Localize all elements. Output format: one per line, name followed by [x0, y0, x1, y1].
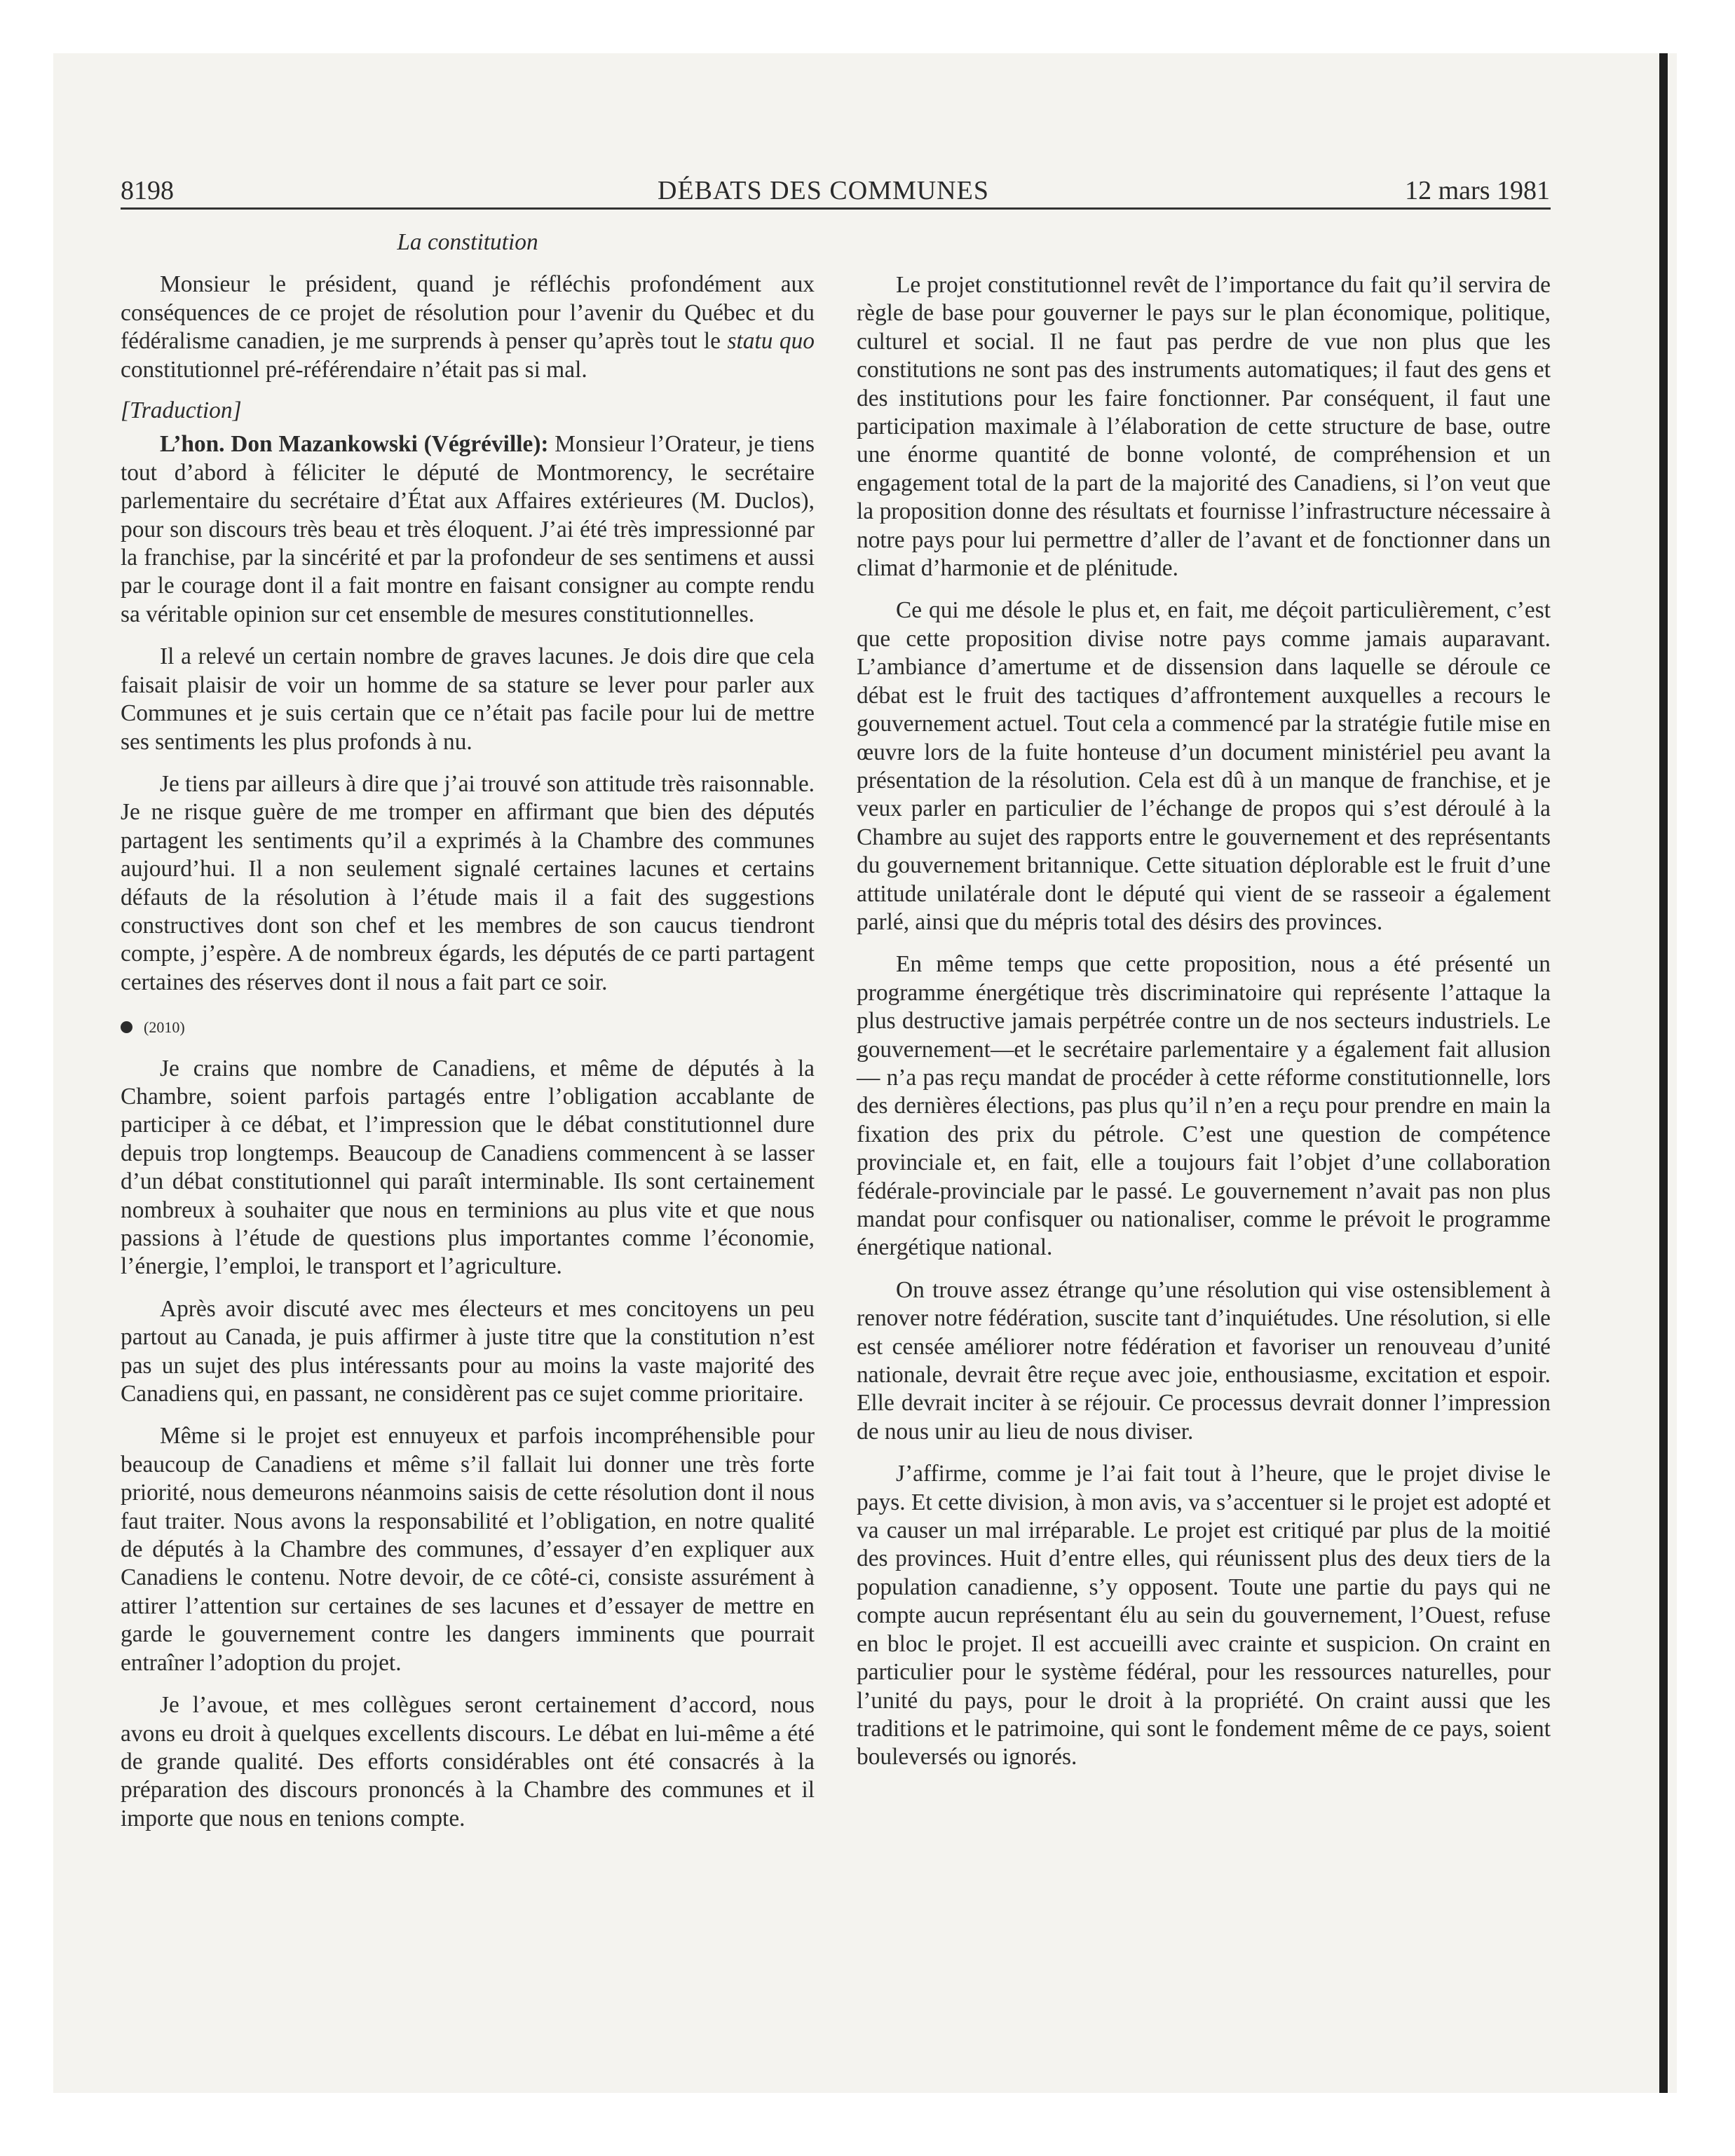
scan-edge-shadow [1659, 53, 1668, 2093]
page-number: 8198 [121, 176, 174, 205]
left-column [121, 228, 815, 1833]
text-run: Monsieur le président, quand je réfléchis profondément aux conséquences de ce projet de résolution pour l’avenir du Québec et du fédéralisme canadien, je me surprends à penser qu’après tout le [121, 271, 815, 355]
paragraph: Ce qui me désole le plus et, en fait, me déçoit particulièrement, c’est que cette proposition divise notre pays comme jamais auparavant. L’ambiance d’amertume et de dissension dans laquelle se déroule ce débat est le fruit des tactiques d’affrontement auxquelles a recours le gouvernement actuel. Tout cela a commencé par la stratégie futile mise en œuvre lors de la fuite honteuse d’un document ministériel peu avant la présentation de la résolution. Cela est dû à un manque de franchise, et je veux parler en particulier de l’échange de propos qui s’est déroulé à la Chambre au sujet des rapports entre le gouvernement et des représentants du gouvernement britannique. Cette situation déplorable est le fruit d’une attitude unilatérale dont le député qui vient de se rasseoir a également parlé, ainsi que du mépris total des désirs des provinces. [857, 597, 1551, 935]
latin-phrase: statu quo [727, 328, 815, 355]
speaker-name: L’hon. Don Mazankowski (Végréville): [160, 431, 549, 458]
translation-note: [Traduction] [121, 397, 242, 424]
journal-title: DÉBATS DES COMMUNES [658, 176, 989, 205]
paragraph: Même si le projet est ennuyeux et parfois incompréhensible pour beaucoup de Canadiens et même s’il fallait lui donner une très forte priorité, nous demeurons néanmoins saisis de cette résolution dont il nous faut traiter. Nous avons la responsabilité et l’obligation, en notre qualité de députés à la Chambre des communes, d’essayer d’en expliquer aux Canadiens le contenu. Notre devoir, de ce côté-ci, consiste assurément à attirer l’attention sur certaines de ses lacunes et d’essayer de mettre en garde le gouvernement contre les dangers imminents que pourrait entraîner l’adoption du projet. [121, 1423, 815, 1676]
header-rule [121, 207, 1551, 210]
paragraph: Je l’avoue, et mes collègues seront certainement d’accord, nous avons eu droit à quelques excellents discours. Le débat en lui-même a été de grande qualité. Des efforts considérables ont été consacrés à la préparation des discours prononcés à la Chambre des communes et il importe que nous en tenions compte. [121, 1692, 815, 1831]
paragraph: Je crains que nombre de Canadiens, et même de députés à la Chambre, soient parfois partagés entre l’obligation accablante de participer à ce débat, et l’impression que le débat constitutionnel dure depuis trop longtemps. Beaucoup de Canadiens commencent à se lasser d’un débat constitutionnel qui paraît interminable. Ils sont certainement nombreux à souhaiter que nous en terminions au plus vite et que nous passions à l’étude de questions plus importantes comme l’économie, l’énergie, l’emploi, le transport et l’agriculture. [121, 1055, 815, 1280]
text-run: constitutionnel pré-référendaire n’était pas si mal. [121, 356, 587, 383]
paragraph: Je tiens par ailleurs à dire que j’ai trouvé son attitude très raisonnable. Je ne risque guère de me tromper en affirmant que bien des députés partagent les sentiments qu’il a exprimés à la Chambre des communes aujourd’hui. Il a non seulement signalé certaines lacunes et certains défauts de la résolution à l’étude mais il a fait des suggestions constructives dont son chef et les membres de son caucus tiendront compte, j’espère. A de nombreux égards, les députés de ce parti partagent certaines des réserves dont il nous a fait part ce soir. [121, 770, 815, 995]
text-run: Monsieur l’Orateur, je tiens tout d’abord à féliciter le député de Montmorency, le secrétaire parlementaire du secrétaire d’État aux Affaires extérieures (M. Duclos), pour son discours très beau et très éloquent. J’ai été très impressionné par la franchise, par la sincérité et par la profondeur de ses sentimens et aussi par le courage dont il a fait montre en faisant consigner au compte rendu sa véritable opinion sur cet ensemble de mesures constitutionnelles. [121, 431, 815, 627]
time-marker [121, 1014, 815, 1042]
paragraph: En même temps que cette proposition, nous a été présenté un programme énergétique très discriminatoire qui représente l’attaque la plus destructive jamais perpétrée contre un de nos secteurs industriels. Le gouvernement—et le secrétaire parlementaire y a également fait allusion— n’a pas reçu mandat de procéder à cette réforme constitutionnelle, lors des dernières élections, pas plus qu’il n’en a reçu pour prendre en main la fixation des prix du pétrole. C’est une question de compétence provinciale et, en fait, elle a toujours fait l’objet d’une collaboration fédérale-provinciale par le passé. Le gouvernement n’avait pas non plus mandat pour confisquer ou nationaliser, comme le prévoit le programme énergétique national. [857, 951, 1551, 1261]
paragraph: J’affirme, comme je l’ai fait tout à l’heure, que le projet divise le pays. Et cette division, à mon avis, va s’accentuer si le projet est adopté et va causer un mal irréparable. Le projet est critiqué par plus de la moitié des provinces. Huit d’entre elles, qui réunissent plus des deux tiers de la population canadienne, s’y opposent. Toute une partie du pays qui ne compte aucun représentant élu au sein du gouvernement, l’Ouest, refuse en bloc le projet. Il est accueilli avec crainte et suspicion. On craint en particulier pour le système fédéral, pour les ressources naturelles, pour l’unité du pays, pour le droit à la propriété. On craint aussi que les traditions et le patrimoine, qui sont le fondement même de ce pays, soient bouleversés ou ignorés. [857, 1461, 1551, 1770]
time-marker-text: (2010) [144, 1018, 185, 1037]
issue-date: 12 mars 1981 [1405, 176, 1550, 205]
paragraph [121, 271, 815, 384]
paragraph: On trouve assez étrange qu’une résolution qui vise ostensiblement à renover notre fédération, suscite tant d’inquiétudes. Une résolution, si elle est censée améliorer notre fédération et favoriser un renouveau d’unité nationale, devrait être reçue avec joie, enthousiasme, excitation et espoir. Elle devrait inciter à se réjouir. Ce processus devrait donner l’impression de nous unir au lieu de nous diviser. [857, 1276, 1551, 1445]
section-heading: La constitution [397, 229, 538, 255]
paragraph: Il a relevé un certain nombre de graves lacunes. Je dois dire que cela faisait plaisir de voir un homme de sa stature se lever pour parler aux Communes et je suis certain que ce n’était pas facile pour lui de mettre ses sentiments les plus profonds à nu. [121, 643, 815, 755]
paragraph [121, 430, 815, 629]
paragraph: Après avoir discuté avec mes électeurs et mes concitoyens un peu partout au Canada, je puis affirmer à juste titre que la constitution n’est pas un sujet des plus intéressants pour au moins la vaste majorité des Canadiens qui, en passant, ne considèrent pas ce sujet comme prioritaire. [121, 1295, 815, 1407]
right-column [857, 271, 1551, 1772]
paragraph: Le projet constitutionnel revêt de l’importance du fait qu’il servira de règle de base pour gouverner le pays sur le plan économique, politique, culturel et social. Il ne faut pas perdre de vue non plus que les constitutions ne sont pas des instruments automatiques; il faut des gens et des institutions pour les faire fonctionner. Par conséquent, il faut une participation maximale à l’élaboration de cette structure de base, outre une énorme quantité de bonne volonté, de compréhension et un engagement total de la part de la majorité des Canadiens, si l’on veut que la proposition donne des résultats et fournisse l’infrastructure nécessaire à notre pays pour lui permettre d’aller de l’avant et de fonctionner dans un climat d’harmonie et de plénitude. [857, 272, 1551, 582]
bullet-dot-icon [121, 1021, 132, 1033]
